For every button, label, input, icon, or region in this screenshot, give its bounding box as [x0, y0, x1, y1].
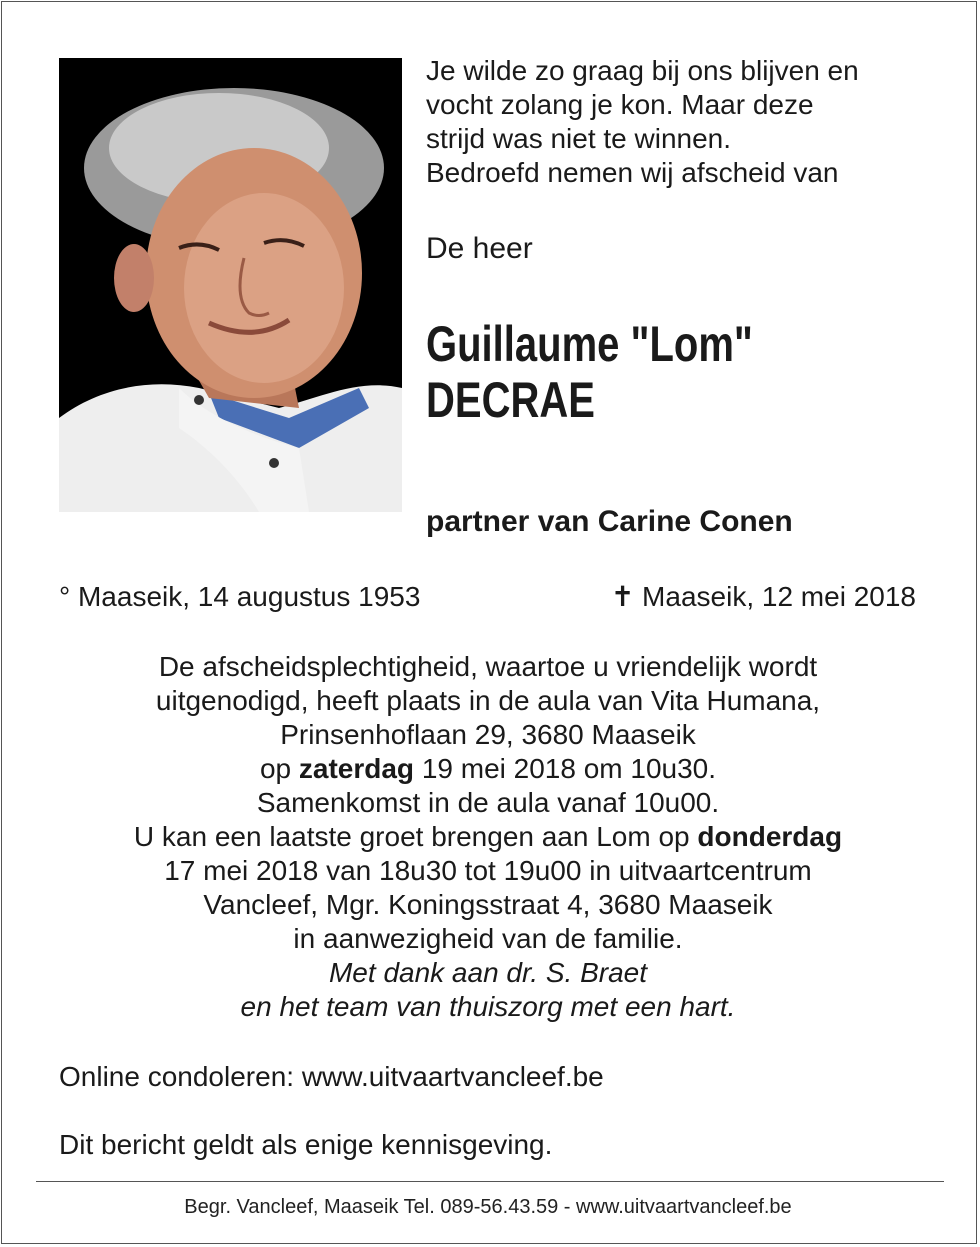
- ceremony-text: U kan een laatste groet brengen aan Lom op: [133, 821, 698, 852]
- ceremony-line: [40, 820, 936, 854]
- notice-text: Dit bericht geldt als enige kennisgeving.: [59, 1129, 553, 1160]
- ceremony-line: [40, 752, 936, 786]
- portrait-photo: [59, 58, 402, 512]
- ceremony-line: Prinsenhoflaan 29, 3680 Maaseik: [280, 719, 696, 750]
- funeral-home-footer: Begr. Vancleef, Maaseik Tel. 089-56.43.59 - www.uitvaartvancleef.be: [184, 1196, 792, 1218]
- ceremony-day: zaterdag: [298, 753, 415, 784]
- intro-line: vocht zolang je kon. Maar deze: [426, 89, 814, 120]
- cross-icon: ✝: [610, 581, 635, 612]
- death-info: [611, 580, 916, 614]
- name-line-1: Guillaume "Lom": [426, 316, 753, 372]
- ceremony-line: Samenkomst in de aula vanaf 10u00.: [256, 787, 720, 818]
- intro-line: Bedroefd nemen wij afscheid van: [426, 157, 839, 188]
- ceremony-text: op: [259, 753, 299, 784]
- intro-text: [426, 54, 859, 190]
- online-condolence: Online condoleren: www.uitvaartvancleef.be: [59, 1061, 604, 1092]
- intro-line: Je wilde zo graag bij ons blijven en: [426, 55, 859, 86]
- ceremony-details: [40, 650, 936, 1024]
- deceased-name: [426, 316, 753, 428]
- footer-divider: [36, 1181, 944, 1182]
- intro-line: strijd was niet te winnen.: [426, 123, 732, 154]
- thanks-line: en het team van thuiszorg met een hart.: [240, 991, 736, 1022]
- visitation-day: donderdag: [697, 821, 843, 852]
- honorific: De heer: [426, 232, 533, 265]
- thanks-line: Met dank aan dr. S. Braet: [328, 957, 648, 988]
- ceremony-line: in aanwezigheid van de familie.: [293, 923, 683, 954]
- ceremony-line: 17 mei 2018 van 18u30 tot 19u00 in uitvaartcentrum: [164, 855, 812, 886]
- ceremony-line: uitgenodigd, heeft plaats in de aula van Vita Humana,: [155, 685, 821, 716]
- ceremony-text: 19 mei 2018 om 10u30.: [414, 753, 717, 784]
- death-text: Maaseik, 12 mei 2018: [634, 581, 916, 612]
- ceremony-line: Vancleef, Mgr. Koningsstraat 4, 3680 Maaseik: [203, 889, 773, 920]
- ceremony-line: De afscheidsplechtigheid, waartoe u vriendelijk wordt: [158, 651, 818, 682]
- name-line-2: DECRAE: [426, 372, 595, 428]
- partner-line: partner van Carine Conen: [426, 505, 793, 538]
- birth-info: ° Maaseik, 14 augustus 1953: [59, 581, 421, 612]
